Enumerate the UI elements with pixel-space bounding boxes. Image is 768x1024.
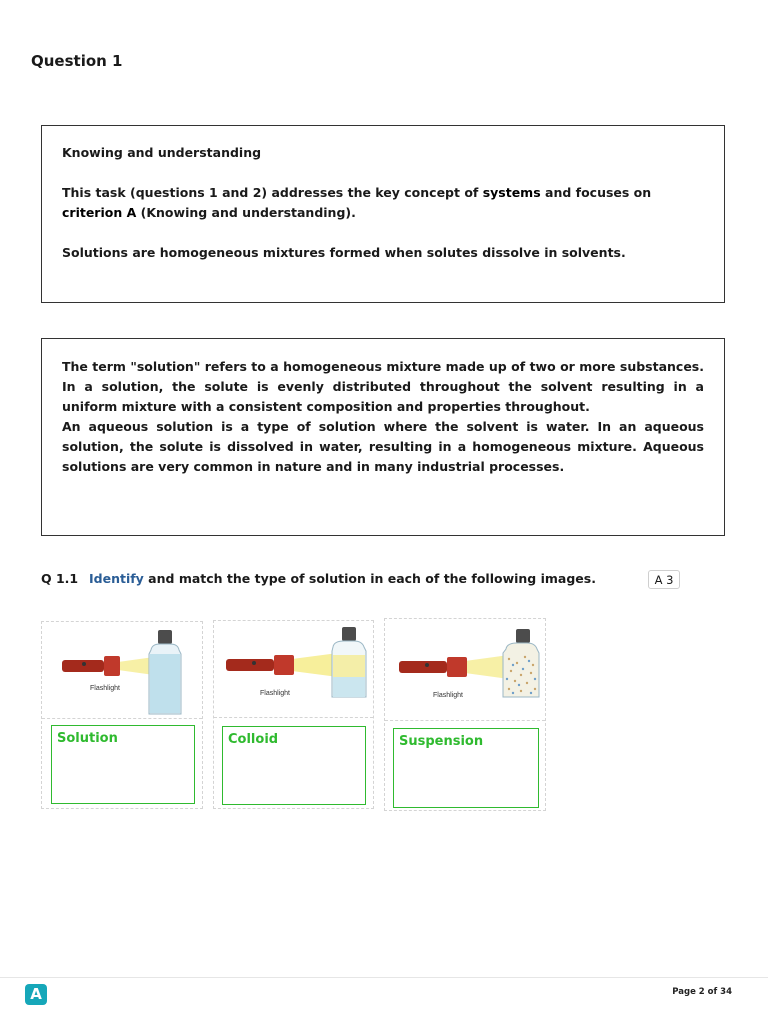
question-text: and match the type of solution in each of the following images. (143, 571, 596, 586)
info-para2: An aqueous solution is a type of solution where the solvent is water. In an aqueous solution, the solute is dissolved in water, resulting in a homogeneous mixture. Aqueous solutions are very common in nature and in many industrial processes. (62, 419, 704, 474)
page-number: Page 2 of 34 (672, 987, 732, 997)
keyword-systems: systems (482, 185, 541, 200)
answer-text-3: Suspension (399, 734, 484, 749)
keyword-criterion: criterion A (62, 205, 137, 220)
intro-line1 (62, 183, 704, 223)
intro-heading: Knowing and understanding (62, 145, 262, 160)
answer-box-2[interactable] (222, 726, 366, 805)
question-number: Q 1.1 (41, 571, 79, 586)
card-image-1 (42, 622, 202, 718)
intro-box (41, 125, 725, 303)
card-caption-1: Flashlight (90, 685, 120, 692)
match-card-2 (213, 620, 374, 809)
info-box (41, 338, 725, 536)
card-caption-2: Flashlight (260, 690, 290, 697)
flashlight-suspension-illustration (385, 619, 545, 719)
question-title: Question 1 (31, 52, 123, 70)
answer-text-2: Colloid (228, 732, 279, 747)
flashlight-clear-illustration (42, 622, 202, 718)
card-image-2 (214, 621, 373, 717)
intro-line1-a: This task (questions 1 and 2) addresses the key concept of (62, 185, 483, 200)
app-logo-icon: A (25, 984, 47, 1005)
card-caption-3: Flashlight (433, 692, 463, 699)
footer-divider (0, 977, 768, 978)
info-para1: The term "solution" refers to a homogeneous mixture made up of two or more substances. In a solution, the solute is evenly distributed throughout the solvent resulting in a uniform mixture with a consistent composition and properties throughout. (62, 359, 704, 414)
answer-box-1[interactable] (51, 725, 195, 804)
match-card-1 (41, 621, 203, 809)
command-term[interactable]: Identify (89, 571, 144, 586)
intro-line1-b: and focuses on (540, 185, 652, 200)
match-card-3 (384, 618, 546, 811)
intro-line1-c: (Knowing and understanding). (136, 205, 356, 220)
flashlight-colloid-illustration (214, 621, 373, 717)
intro-line2: Solutions are homogeneous mixtures formed when solutes dissolve in solvents. (62, 245, 626, 260)
answer-text-1: Solution (57, 731, 118, 746)
answer-box-3[interactable] (393, 728, 539, 808)
question-prompt (41, 571, 596, 586)
card-image-3 (385, 619, 545, 715)
marks-badge: A 3 (648, 570, 680, 589)
